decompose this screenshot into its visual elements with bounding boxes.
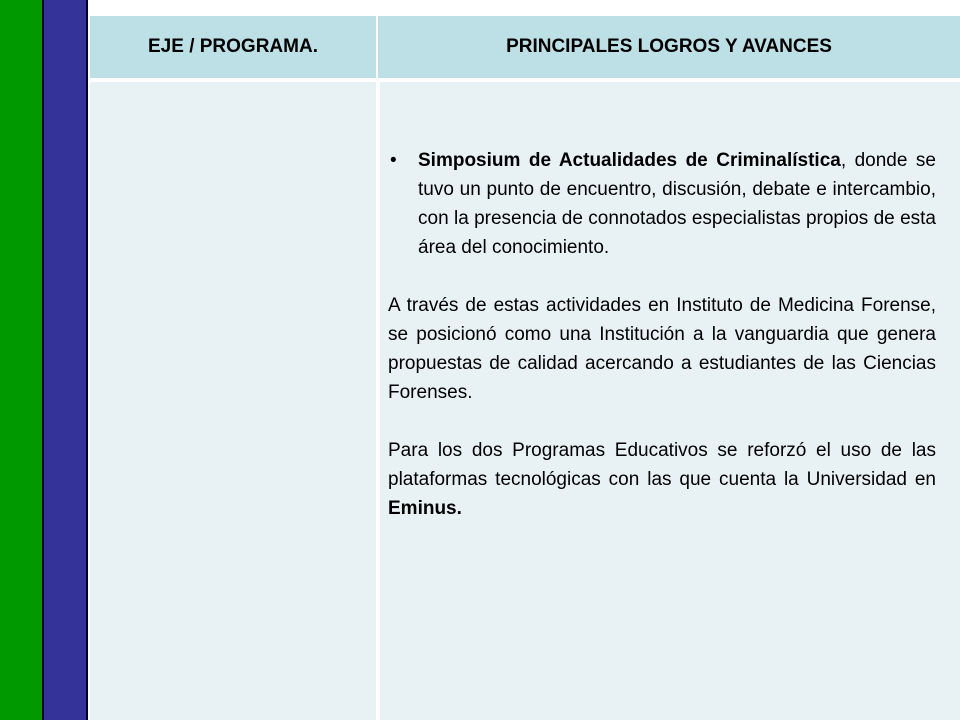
cell-eje-programa xyxy=(90,82,378,720)
bullet-rest-text: , donde se tuvo un punto de encuentro, discusión, debate e intercambio, con la presencia de connotados especialistas propios de esta área del conocimiento. xyxy=(418,150,936,258)
cell-logros xyxy=(380,82,960,720)
bullet-icon: • xyxy=(390,150,397,171)
blue-side-bar xyxy=(42,0,88,720)
bullet-bold-lead: Simposium de Actualidades de Criminalística xyxy=(418,150,841,171)
header-principales-logros: PRINCIPALES LOGROS Y AVANCES xyxy=(378,16,960,78)
paragraph-instituto: A través de estas actividades en Instituto de Medicina Forense, se posicionó como una Institución a la vanguardia que genera propuestas de calidad acercando a estudiantes de las Ciencias Forenses. xyxy=(388,295,936,403)
header-eje-programa: EJE / PROGRAMA. xyxy=(90,16,378,78)
paragraph-eminus-text: Para los dos Programas Educativos se reforzó el uso de las plataformas tecnológicas con las que cuenta la Universidad en xyxy=(388,440,936,490)
logros-content xyxy=(388,146,936,523)
green-side-bar xyxy=(0,0,42,720)
paragraph-eminus xyxy=(388,436,936,523)
achievements-table xyxy=(90,16,960,720)
paragraph-eminus-bold: Eminus. xyxy=(388,498,462,519)
bullet-item-simposium xyxy=(388,146,936,262)
